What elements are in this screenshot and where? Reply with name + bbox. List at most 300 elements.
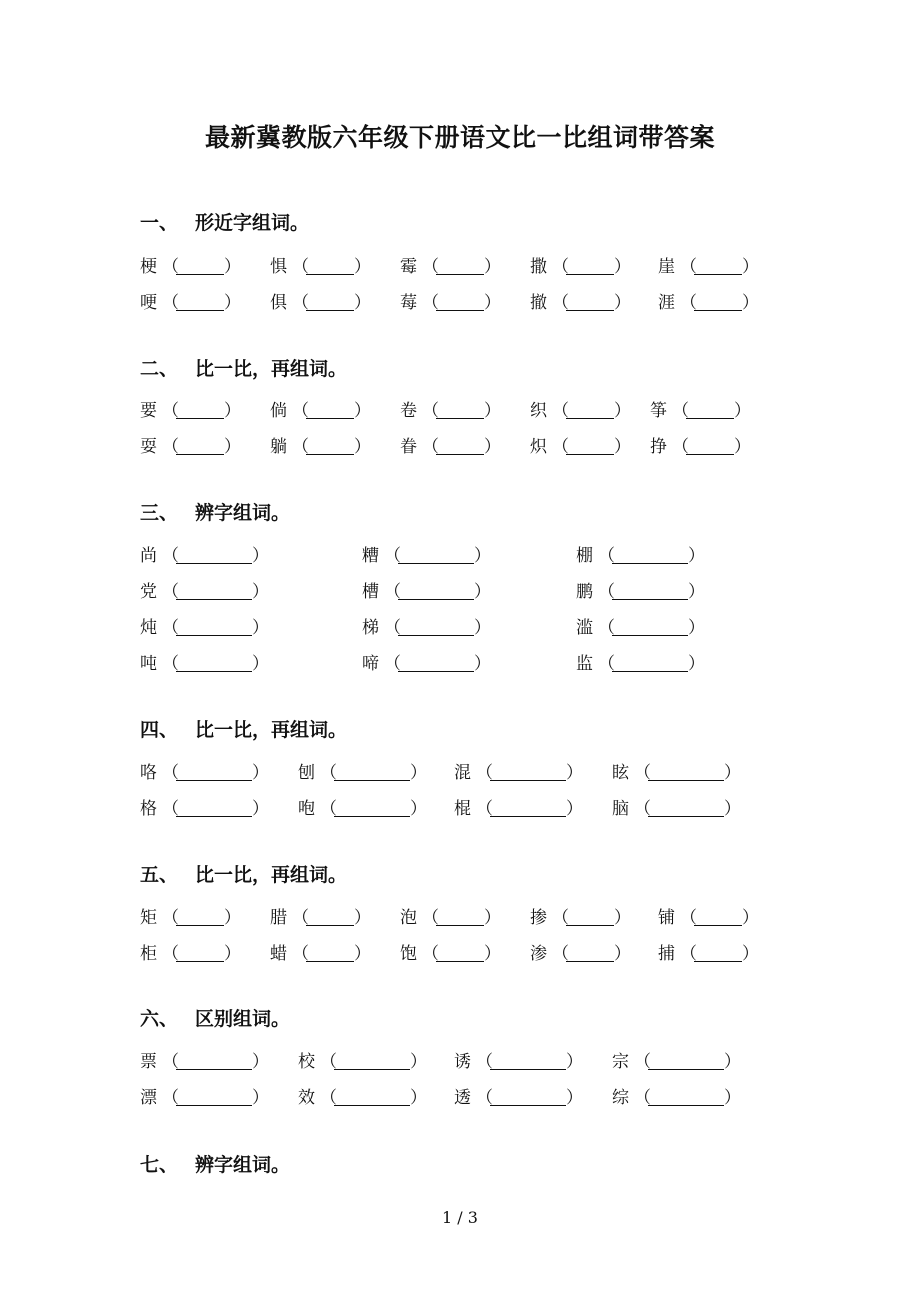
close-paren: ） [354,944,371,964]
open-paren: （ [384,654,401,674]
word-item [454,1083,583,1108]
open-paren: （ [598,654,615,674]
word-item [530,252,631,277]
close-paren: ） [724,799,741,819]
open-paren: （ [680,257,697,277]
section-number: 三、 [140,502,179,524]
word-item [530,903,631,928]
answer-blank[interactable] [306,924,354,926]
answer-blank[interactable] [694,924,742,926]
open-paren: （ [292,293,309,313]
character: 格 [140,799,157,819]
open-paren: （ [680,293,697,313]
word-item [658,252,759,277]
word-item [140,794,269,819]
close-paren: ） [484,257,501,277]
character: 梯 [362,618,379,638]
open-paren: （ [476,763,493,783]
answer-blank[interactable] [176,562,252,564]
section-heading [140,1004,290,1031]
character: 俱 [270,293,287,313]
open-paren: （ [422,257,439,277]
word-item [140,577,269,602]
word-item [140,252,241,277]
close-paren: ） [566,763,583,783]
word-item [530,939,631,964]
answer-blank[interactable] [176,453,224,455]
word-item [576,649,705,674]
word-item [298,794,427,819]
character: 崖 [658,257,675,277]
character: 卷 [400,401,417,421]
word-item [298,1083,427,1108]
open-paren: （ [162,257,179,277]
character: 混 [454,763,471,783]
answer-blank[interactable] [566,453,614,455]
close-paren: ） [224,401,241,421]
character: 漂 [140,1088,157,1108]
open-paren: （ [552,944,569,964]
word-item [400,903,501,928]
word-item [658,939,759,964]
section-number: 二、 [140,358,179,380]
open-paren: （ [634,1052,651,1072]
close-paren: ） [252,1088,269,1108]
word-item [298,758,427,783]
character: 宗 [612,1052,629,1072]
open-paren: （ [552,908,569,928]
open-paren: （ [292,944,309,964]
open-paren: （ [162,293,179,313]
open-paren: （ [320,763,337,783]
close-paren: ） [252,618,269,638]
word-item [140,396,241,421]
open-paren: （ [598,582,615,602]
close-paren: ） [566,1052,583,1072]
answer-blank[interactable] [648,815,724,817]
character: 炽 [530,437,547,457]
open-paren: （ [598,618,615,638]
word-item [140,939,241,964]
close-paren: ） [734,437,751,457]
close-paren: ） [474,654,491,674]
close-paren: ） [614,437,631,457]
character: 柜 [140,944,157,964]
answer-blank[interactable] [176,309,224,311]
answer-blank[interactable] [490,1104,566,1106]
section-heading [140,1150,290,1177]
answer-blank[interactable] [648,1104,724,1106]
section-title: 形近字组词。 [195,212,310,234]
close-paren: ） [252,763,269,783]
answer-blank[interactable] [566,417,614,419]
answer-blank[interactable] [334,1068,410,1070]
character: 矩 [140,908,157,928]
word-item [400,252,501,277]
character: 校 [298,1052,315,1072]
answer-blank[interactable] [176,670,252,672]
open-paren: （ [292,257,309,277]
answer-blank[interactable] [490,779,566,781]
section-number: 五、 [140,864,179,886]
word-item [530,432,631,457]
character: 棚 [576,546,593,566]
close-paren: ） [224,293,241,313]
answer-blank[interactable] [694,960,742,962]
answer-blank[interactable] [176,815,252,817]
word-item [140,432,241,457]
open-paren: （ [634,1088,651,1108]
word-item [576,613,705,638]
open-paren: （ [634,763,651,783]
word-item [400,432,501,457]
word-item [658,903,759,928]
close-paren: ） [724,763,741,783]
section-number: 七、 [140,1154,179,1176]
open-paren: （ [162,1052,179,1072]
open-paren: （ [320,1088,337,1108]
word-item [140,903,241,928]
close-paren: ） [614,944,631,964]
close-paren: ） [484,908,501,928]
open-paren: （ [422,908,439,928]
character: 眷 [400,437,417,457]
open-paren: （ [320,799,337,819]
open-paren: （ [162,763,179,783]
open-paren: （ [598,546,615,566]
character: 效 [298,1088,315,1108]
character: 炖 [140,618,157,638]
word-item [298,1047,427,1072]
section-title: 比一比，再组词。 [195,358,348,380]
answer-blank[interactable] [306,273,354,275]
character: 筝 [650,401,667,421]
open-paren: （ [422,944,439,964]
character: 刨 [298,763,315,783]
character: 泡 [400,908,417,928]
answer-blank[interactable] [490,1068,566,1070]
close-paren: ） [724,1088,741,1108]
word-item [270,432,371,457]
open-paren: （ [476,1052,493,1072]
close-paren: ） [614,908,631,928]
open-paren: （ [162,618,179,638]
answer-blank[interactable] [176,598,252,600]
section-heading [140,208,309,235]
answer-blank[interactable] [176,417,224,419]
character: 惧 [270,257,287,277]
word-item [270,288,371,313]
word-item [530,396,631,421]
open-paren: （ [162,908,179,928]
answer-blank[interactable] [436,309,484,311]
word-item [454,1047,583,1072]
answer-blank[interactable] [334,815,410,817]
character: 渗 [530,944,547,964]
answer-blank[interactable] [306,453,354,455]
close-paren: ） [354,401,371,421]
word-item [270,903,371,928]
word-item [612,1047,741,1072]
word-item [612,794,741,819]
answer-blank[interactable] [176,634,252,636]
answer-blank[interactable] [176,779,252,781]
open-paren: （ [320,1052,337,1072]
close-paren: ） [410,1088,427,1108]
answer-blank[interactable] [436,273,484,275]
character: 诱 [454,1052,471,1072]
section-heading [140,860,347,887]
section-heading [140,715,347,742]
character: 党 [140,582,157,602]
answer-blank[interactable] [334,1104,410,1106]
word-item [454,758,583,783]
word-item [270,252,371,277]
page-title: 最新冀教版六年级下册语文比一比组词带答案 [204,123,715,152]
character: 撤 [530,293,547,313]
answer-blank[interactable] [686,453,734,455]
character: 霉 [400,257,417,277]
character: 织 [530,401,547,421]
character: 监 [576,654,593,674]
word-item [140,758,269,783]
answer-blank[interactable] [436,924,484,926]
character: 铺 [658,908,675,928]
answer-blank[interactable] [436,960,484,962]
word-item [530,288,631,313]
answer-blank[interactable] [566,960,614,962]
close-paren: ） [742,293,759,313]
answer-blank[interactable] [334,779,410,781]
open-paren: （ [552,437,569,457]
open-paren: （ [422,293,439,313]
character: 综 [612,1088,629,1108]
answer-blank[interactable] [694,273,742,275]
word-item [612,758,741,783]
close-paren: ） [474,582,491,602]
character: 眩 [612,763,629,783]
word-item [362,541,491,566]
word-item [576,541,705,566]
character: 滥 [576,618,593,638]
section-title: 辨字组词。 [195,502,291,524]
open-paren: （ [162,654,179,674]
character: 蜡 [270,944,287,964]
close-paren: ） [742,944,759,964]
close-paren: ） [224,944,241,964]
character: 槽 [362,582,379,602]
character: 棍 [454,799,471,819]
open-paren: （ [162,1088,179,1108]
open-paren: （ [162,437,179,457]
word-item [140,288,241,313]
section-heading [140,498,290,525]
character: 撒 [530,257,547,277]
character: 哽 [140,293,157,313]
open-paren: （ [476,799,493,819]
character: 吨 [140,654,157,674]
close-paren: ） [354,437,371,457]
close-paren: ） [742,908,759,928]
open-paren: （ [552,293,569,313]
word-item [270,939,371,964]
close-paren: ） [688,582,705,602]
answer-blank[interactable] [176,924,224,926]
character: 挣 [650,437,667,457]
word-item [140,613,269,638]
close-paren: ） [252,1052,269,1072]
answer-blank[interactable] [686,417,734,419]
word-item [454,794,583,819]
answer-blank[interactable] [612,670,688,672]
answer-blank[interactable] [398,670,474,672]
answer-blank[interactable] [176,1068,252,1070]
word-item [140,649,269,674]
character: 倘 [270,401,287,421]
close-paren: ） [410,1052,427,1072]
answer-blank[interactable] [566,309,614,311]
character: 捕 [658,944,675,964]
answer-blank[interactable] [612,634,688,636]
close-paren: ） [484,437,501,457]
answer-blank[interactable] [176,1104,252,1106]
word-item [140,541,269,566]
answer-blank[interactable] [176,960,224,962]
word-item [362,613,491,638]
open-paren: （ [292,437,309,457]
character: 躺 [270,437,287,457]
answer-blank[interactable] [612,598,688,600]
character: 涯 [658,293,675,313]
close-paren: ） [224,257,241,277]
open-paren: （ [422,401,439,421]
close-paren: ） [688,546,705,566]
close-paren: ） [688,618,705,638]
open-paren: （ [292,908,309,928]
open-paren: （ [384,582,401,602]
section-number: 四、 [140,719,179,741]
answer-blank[interactable] [176,273,224,275]
close-paren: ） [724,1052,741,1072]
character: 饱 [400,944,417,964]
character: 脑 [612,799,629,819]
open-paren: （ [680,908,697,928]
answer-blank[interactable] [648,779,724,781]
word-item [362,649,491,674]
answer-blank[interactable] [398,562,474,564]
section-number: 一、 [140,212,179,234]
close-paren: ） [688,654,705,674]
open-paren: （ [672,401,689,421]
answer-blank[interactable] [436,453,484,455]
close-paren: ） [614,401,631,421]
word-item [140,1047,269,1072]
word-item [140,1083,269,1108]
open-paren: （ [292,401,309,421]
answer-blank[interactable] [306,309,354,311]
open-paren: （ [422,437,439,457]
word-item [362,577,491,602]
answer-blank[interactable] [694,309,742,311]
answer-blank[interactable] [398,598,474,600]
answer-blank[interactable] [306,960,354,962]
character: 尚 [140,546,157,566]
character: 要 [140,401,157,421]
open-paren: （ [552,257,569,277]
page-number: 1 / 3 [442,1208,478,1227]
open-paren: （ [162,944,179,964]
word-item [658,288,759,313]
close-paren: ） [252,654,269,674]
close-paren: ） [742,257,759,277]
word-item [650,432,751,457]
word-item [270,396,371,421]
answer-blank[interactable] [612,562,688,564]
character: 透 [454,1088,471,1108]
word-item [576,577,705,602]
answer-blank[interactable] [490,815,566,817]
close-paren: ） [410,763,427,783]
open-paren: （ [384,618,401,638]
word-item [650,396,751,421]
section-title: 比一比，再组词。 [195,864,348,886]
character: 腊 [270,908,287,928]
character: 鹏 [576,582,593,602]
close-paren: ） [484,401,501,421]
answer-blank[interactable] [306,417,354,419]
close-paren: ） [252,799,269,819]
close-paren: ） [224,908,241,928]
close-paren: ） [354,908,371,928]
close-paren: ） [474,546,491,566]
open-paren: （ [680,944,697,964]
close-paren: ） [474,618,491,638]
open-paren: （ [552,401,569,421]
answer-blank[interactable] [398,634,474,636]
open-paren: （ [672,437,689,457]
close-paren: ） [734,401,751,421]
section-title: 区别组词。 [195,1008,291,1030]
character: 咯 [140,763,157,783]
section-heading [140,354,347,381]
close-paren: ） [252,546,269,566]
close-paren: ） [410,799,427,819]
open-paren: （ [162,401,179,421]
close-paren: ） [484,293,501,313]
close-paren: ） [566,799,583,819]
word-item [400,939,501,964]
word-item [612,1083,741,1108]
answer-blank[interactable] [566,273,614,275]
character: 啼 [362,654,379,674]
answer-blank[interactable] [566,924,614,926]
section-title: 辨字组词。 [195,1154,291,1176]
close-paren: ） [614,257,631,277]
answer-blank[interactable] [648,1068,724,1070]
section-number: 六、 [140,1008,179,1030]
section-title: 比一比，再组词。 [195,719,348,741]
character: 糟 [362,546,379,566]
character: 票 [140,1052,157,1072]
answer-blank[interactable] [436,417,484,419]
close-paren: ） [252,582,269,602]
open-paren: （ [384,546,401,566]
close-paren: ） [224,437,241,457]
open-paren: （ [162,546,179,566]
word-item [400,396,501,421]
close-paren: ） [566,1088,583,1108]
word-item [400,288,501,313]
